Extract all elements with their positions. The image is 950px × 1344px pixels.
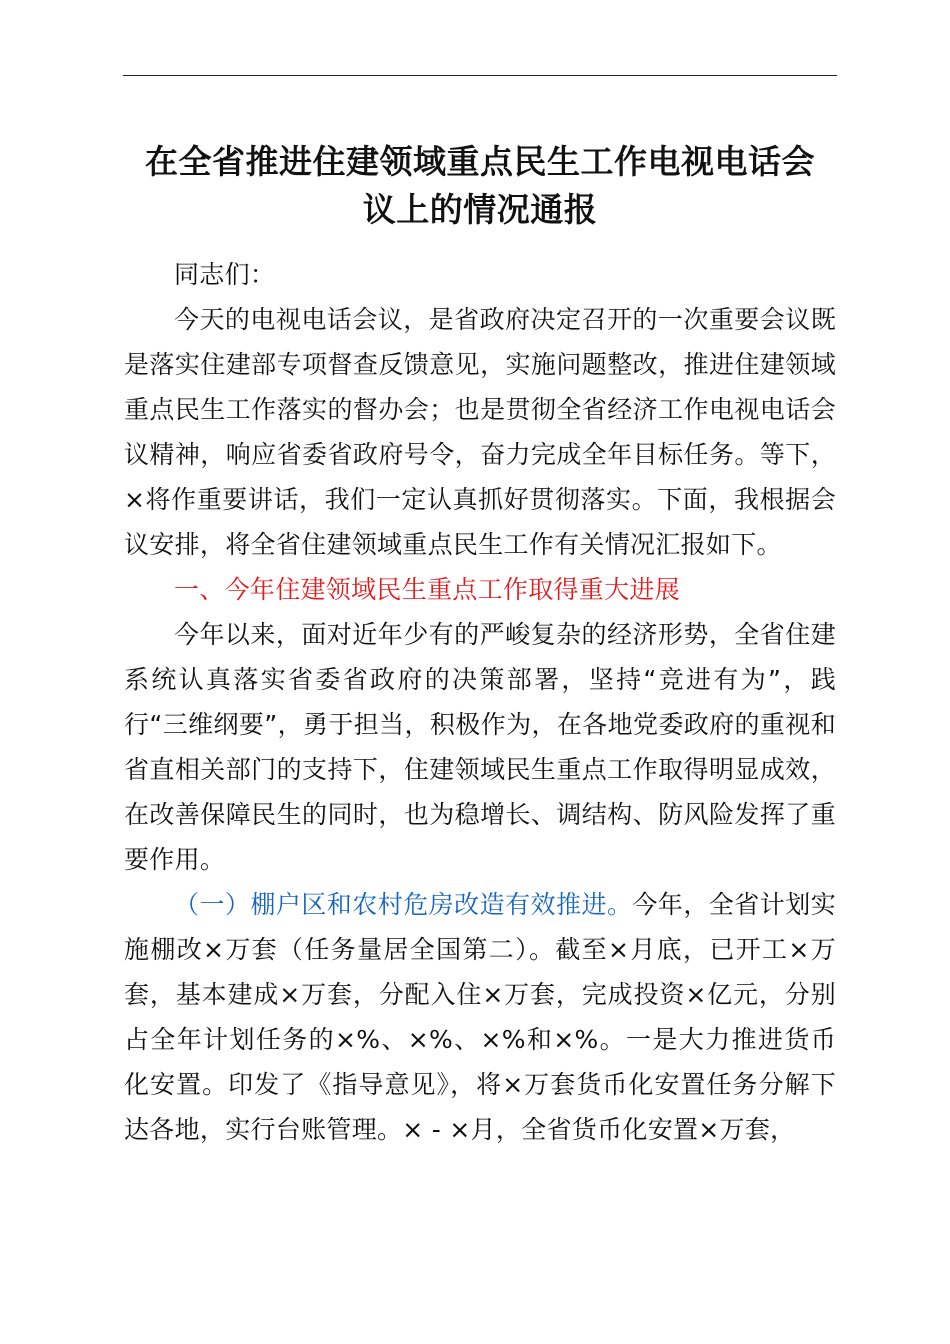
document-title (124, 138, 836, 234)
title-line-1: 在全省推进住建领域重点民生工作电视电话会 (145, 142, 815, 181)
subsection-heading-1: （一）棚户区和农村危房改造有效推进。 (174, 890, 633, 919)
section-1-paragraph: 今年以来，面对近年少有的严峻复杂的经济形势，全省住建系统认真落实省委省政府的决策部署，坚持“竞进有为”，践行“三维纲要”，勇于担当，积极作为，在各地党委政府的重视和省直相关部门的支持下，住建领域民生重点工作取得明显成效，在改善保障民生的同时，也为稳增长、调结构、防风险发挥了重要作用。 (124, 620, 836, 874)
intro-paragraph: 今天的电视电话会议，是省政府决定召开的一次重要会议既是落实住建部专项督查反馈意见，实施问题整改，推进住建领域重点民生工作落实的督办会；也是贯彻全省经济工作电视电话会议精神，响应省委省政府号令，奋力完成全年目标任务。等下，×将作重要讲话，我们一定认真抓好贯彻落实。下面，我根据会议安排，将全省住建领域重点民生工作有关情况汇报如下。 (124, 305, 836, 559)
salutation: 同志们： (174, 260, 276, 289)
section-heading-1: 一、今年住建领域民生重点工作取得重大进展 (174, 575, 681, 604)
subsection-1-paragraph (124, 882, 836, 1152)
document-body (124, 138, 836, 1152)
title-line-2: 议上的情况通报 (362, 190, 598, 229)
header-rule (123, 75, 837, 76)
subsection-1-text: 今年，全省计划实施棚改×万套（任务量居全国第二）。截至×月底，已开工×万套，基本建成×万套，分配入住×万套，完成投资×亿元，分别占全年计划任务的×%、×%、×%和×%。一是大力推进货币化安置。印发了《指导意见》，将×万套货币化安置任务分解下达各地，实行台账管理。× - ×月，全省货币化安置×万套， (124, 890, 836, 1144)
